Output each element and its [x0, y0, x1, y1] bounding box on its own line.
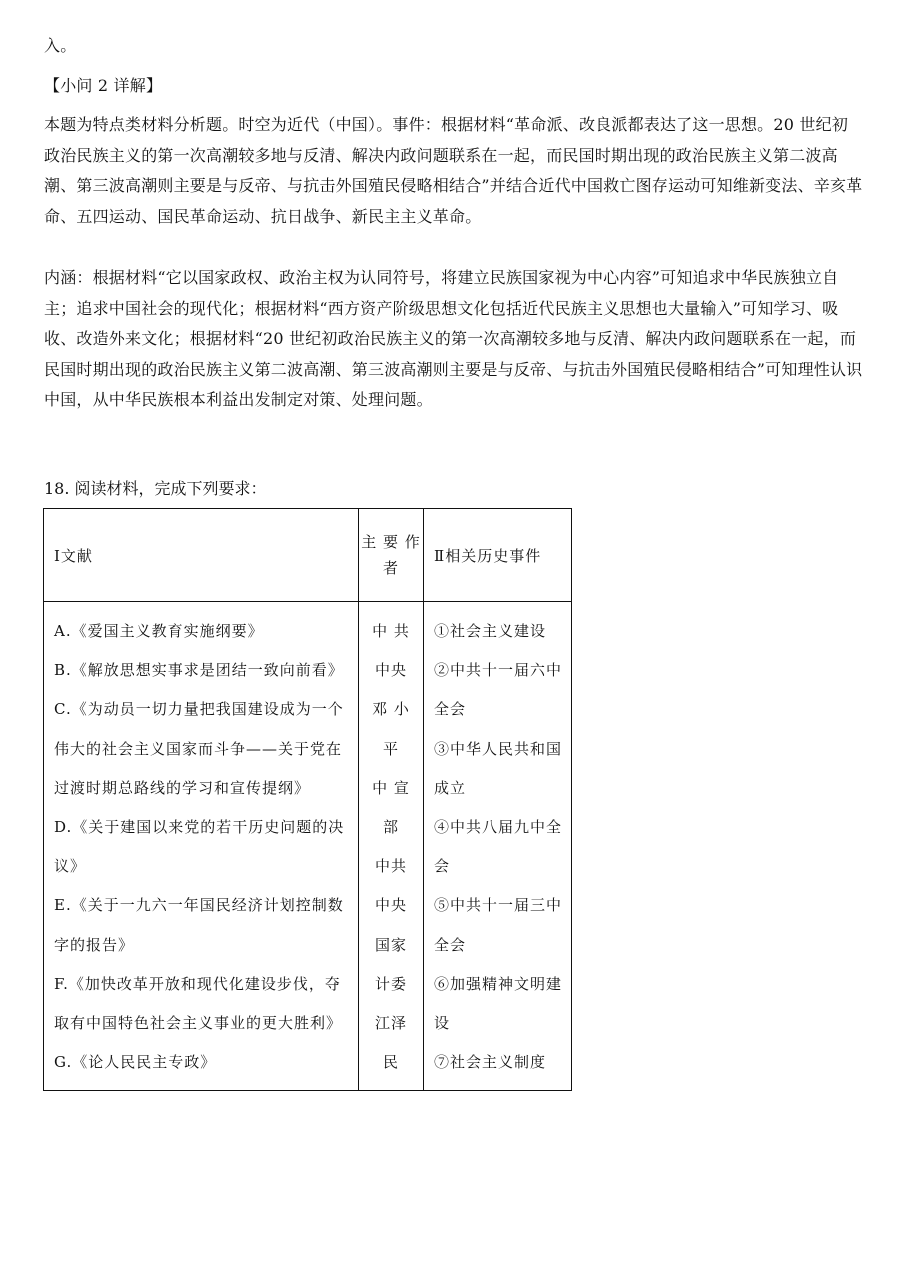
author-line: 国家 — [374, 935, 407, 954]
document-item-d: D.《关于建国以来党的若干历史问题的决议》 — [54, 818, 345, 876]
document-item-f: F.《加快改革开放和现代化建设步伐，夺取有中国特色社会主义事业的更大胜利》 — [54, 974, 343, 1033]
documents-cell — [44, 602, 359, 1091]
document-item-a: A.《爱国主义教育实施纲要》 — [54, 622, 264, 640]
event-item-3: ③中华人民共和国成立 — [434, 739, 563, 797]
header-authors: 主 要 作者 — [359, 509, 424, 602]
authors-cell — [359, 602, 424, 1091]
author-line: 民 — [382, 1053, 399, 1072]
header-events: Ⅱ相关历史事件 — [424, 509, 572, 602]
analysis-paragraph-connotation: 内涵：根据材料“它以国家政权、政治主权为认同符号，将建立民族国家视为中心内容”可知追求中华民族独立自主；追求中国社会的现代化；根据材料“西方资产阶级思想文化包括近代民族主义思想也大量输入”可知学习、吸收、改造外来文化；根据材料“20 世纪初政治民族主义的第一次高潮较多地与反清、解决内政问题联系在一起，而民国时期出现的政治民族主义第二波高潮、第三波高潮则主要是与反帝、与抗击外国殖民侵略相结合”可知理性认识中国，从中华民族根本利益出发制定对策、处理问题。 — [44, 268, 863, 410]
event-item-2: ②中共十一届六中全会 — [434, 661, 563, 719]
event-item-6: ⑥加强精神文明建设 — [434, 974, 563, 1033]
event-item-1: ①社会主义建设 — [434, 622, 547, 640]
document-item-g: G.《论人民民主专政》 — [54, 1053, 217, 1072]
analysis-paragraph-events: 本题为特点类材料分析题。时空为近代（中国）。事件：根据材料“革命派、改良派都表达了这一思想。20 世纪初政治民族主义的第一次高潮较多地与反清、解决内政问题联系在一起，而民国时期出现的政治民族主义第二波高潮、第三波高潮则主要是与反帝、与抗击外国殖民侵略相结合”并结合近代中国救亡图存运动可知维新变法、辛亥革命、五四运动、国民革命运动、抗日战争、新民主主义革命。 — [44, 115, 863, 226]
previous-answer-tail: 入。 — [44, 36, 77, 55]
author-line: 中 宣 — [372, 778, 410, 797]
author-line: 中 共 — [372, 622, 410, 640]
documents-table — [43, 508, 572, 1091]
document-item-c: C.《为动员一切力量把我国建设成为一个伟大的社会主义国家而斗争——关于党在过渡时期总路线的学习和宣传提纲》 — [54, 700, 344, 797]
question-title: 18. 阅读材料，完成下列要求： — [44, 479, 267, 498]
section-label: 【小问 2 详解】 — [44, 76, 163, 95]
author-line: 平 — [382, 739, 399, 758]
author-line: 计委 — [374, 974, 407, 993]
document-item-b: B.《解放思想实事求是团结一致向前看》 — [54, 661, 344, 680]
event-item-5: ⑤中共十一届三中全会 — [434, 896, 563, 954]
author-line: 中共 — [374, 857, 407, 876]
author-line: 中央 — [374, 896, 407, 915]
author-line: 邓 小 — [372, 700, 410, 719]
table-header-row — [44, 509, 572, 602]
author-line: 部 — [382, 818, 399, 837]
author-line: 中央 — [374, 661, 407, 680]
events-cell — [424, 602, 572, 1091]
event-item-7: ⑦社会主义制度 — [434, 1053, 547, 1072]
author-line: 江泽 — [374, 1014, 407, 1033]
event-item-4: ④中共八届九中全会 — [434, 818, 563, 876]
table-body-row — [44, 602, 572, 1091]
header-documents: Ⅰ文献 — [44, 509, 359, 602]
document-item-e: E.《关于一九六一年国民经济计划控制数字的报告》 — [54, 896, 344, 954]
